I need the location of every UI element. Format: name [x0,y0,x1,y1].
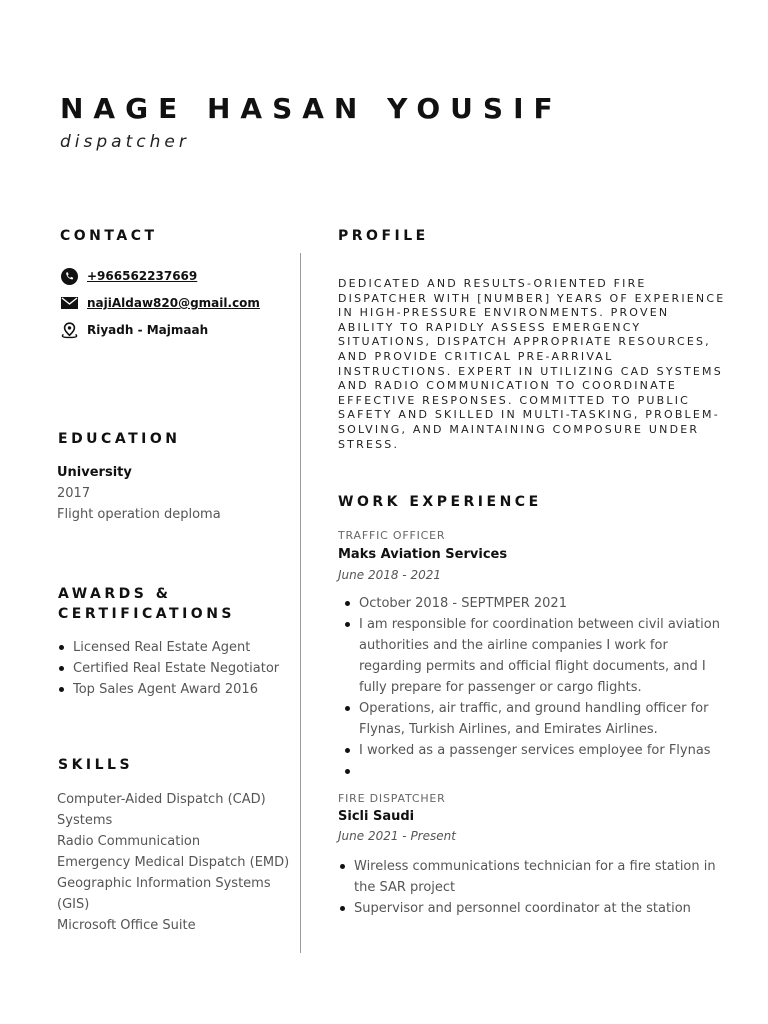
job-bullets [343,593,728,782]
list-item: I worked as a passenger services employee for Flynas [343,740,728,761]
list-item: Top Sales Agent Award 2016 [57,679,297,700]
education-year: 2017 [57,486,91,501]
profile-summary: DEDICATED AND RESULTS-ORIENTED FIRE DISPATCHER WITH [NUMBER] YEARS OF EXPERIENCE IN HIGH-PRESSURE ENVIRONMENTS. PROVEN ABILITY TO RAPIDLY ASSESS EMERGENCY SITUATIONS, DISPATCH APPROPRIATE RESOURCES, AND PROVIDE CRITICAL PRE-ARRIVAL INSTRUCTIONS. EXPERT IN UTILIZING CAD SYSTEMS AND RADIO COMMUNICATION TO COORDINATE EFFECTIVE RESPONSES. COMMITTED TO PUBLIC SAFETY AND SKILLED IN MULTI-TASKING, PROBLEM-SOLVING, AND MAINTAINING COMPOSURE UNDER STRESS. [338,277,726,451]
contact-location-row [60,321,208,339]
education-degree: Flight operation deploma [57,507,221,522]
education-heading: EDUCATION [58,431,181,447]
resume-name: NAGE HASAN YOUSIF [60,92,563,125]
skills-heading: SKILLS [58,757,134,773]
list-item: Supervisor and personnel coordinator at the station [338,898,730,919]
list-item: October 2018 - SEPTMPER 2021 [343,593,728,614]
email-link[interactable]: najiAldaw820@gmail.com [87,296,260,310]
job-company: Sicli Saudi [338,809,415,824]
list-item: Certified Real Estate Negotiator [57,658,297,679]
list-item: I am responsible for coordination between civil aviation authorities and the airline companies I work for regarding permits and official flight documents, and I fully prepare for passenger or cargo flights. [343,614,728,698]
list-item: Wireless communications technician for a fire station in the SAR project [338,856,730,898]
job-role: FIRE DISPATCHER [338,792,446,805]
list-item [343,761,728,782]
contact-phone-row [60,267,197,285]
education-school: University [57,465,132,480]
phone-icon [60,268,78,284]
resume-job-title: dispatcher [60,132,190,152]
list-item: Operations, air traffic, and ground handling officer for Flynas, Turkish Airlines, and Emirates Airlines. [343,698,728,740]
list-item: Emergency Medical Dispatch (EMD) [57,855,290,870]
envelope-icon [60,295,78,311]
list-item: Computer-Aided Dispatch (CAD) Systems [57,792,266,828]
awards-heading-line2: CERTIFICATIONS [58,606,236,622]
location-pin-icon [60,322,78,338]
contact-email-row [60,294,260,312]
job-role: TRAFFIC OFFICER [338,529,446,542]
job-dates: June 2021 - Present [338,829,456,843]
list-item: Licensed Real Estate Agent [57,637,297,658]
awards-list [57,637,297,700]
list-item: Microsoft Office Suite [57,918,196,933]
column-divider [300,253,301,953]
list-item: Geographic Information Systems (GIS) [57,876,271,912]
job-bullets [338,856,730,919]
awards-heading-line1: AWARDS & [58,586,172,602]
phone-link[interactable]: +966562237669 [87,269,198,283]
job-dates: June 2018 - 2021 [338,568,441,582]
skills-list [57,789,297,936]
work-experience-heading: WORK EXPERIENCE [338,494,542,510]
location-text: Riyadh - Majmaah [87,323,209,337]
profile-heading: PROFILE [338,228,429,244]
list-item: Radio Communication [57,834,201,849]
job-company: Maks Aviation Services [338,547,508,562]
contact-heading: CONTACT [60,228,158,244]
